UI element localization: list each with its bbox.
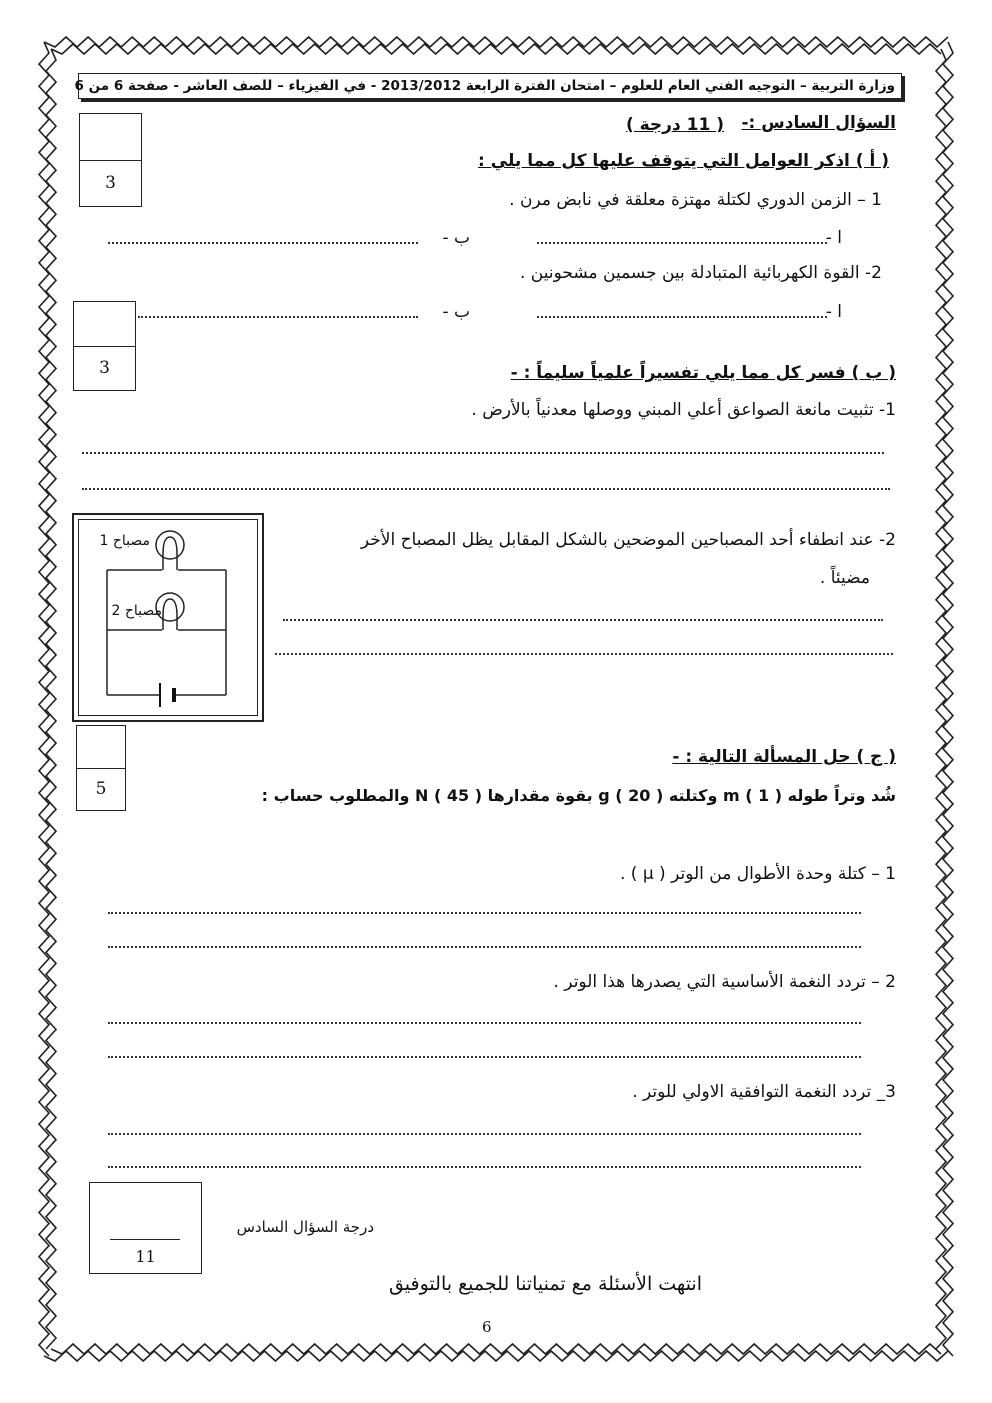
exam-header-text: وزارة التربية – التوجيه الفني العام للعلوم – امتحان الفترة الرابعة 2013/2012 - في الفيزياء – للصف العاشر - صفحة 6 من 6 [74,78,895,94]
answer-line [275,653,893,655]
part-b-item2-line1: 2- عند انطفاء أحد المصباحين الموضحين بالشكل المقابل يظل المصباح الأخر [360,530,896,550]
part-b-item2-line2: مضيئاً . [819,568,870,588]
part-c-problem: شُد وتراً طوله m ( 1 ) وكتلته g ( 20 ) بقوة مقدارها N ( 45 ) والمطلوب حساب : [261,786,896,805]
answer-line [108,242,418,244]
total-label: درجة السؤال السادس [236,1218,374,1236]
part-c-title: ( ج ) حل المسألة التالية : - [672,747,896,767]
part-c-item2: 2 – تردد النغمة الأساسية التي يصدرها هذا الوتر . [553,972,896,992]
part-c-item3: 3_ تردد النغمة التوافقية الاولي للوتر . [632,1082,896,1102]
score-a: 3 [105,173,116,193]
total-score-box [89,1182,202,1274]
part-a-item2: 2- القوة الكهربائية المتبادلة بين جسمين مشحونين . [519,263,882,283]
answer-line [108,1022,861,1024]
question-grade: ( 11 درجة ) [625,115,724,135]
closing-text: انتهت الأسئلة مع تمنياتنا للجميع بالتوفيق [388,1273,702,1295]
score-box-b [73,301,136,391]
lamp2-label: مصباح 2 [111,603,162,619]
lamp1-label: مصباح 1 [99,533,150,549]
circuit-figure [72,513,264,722]
part-a-item2-label-b: ب - [442,302,470,322]
answer-line [108,946,861,948]
score-box-c [76,725,126,811]
answer-line [537,316,827,318]
answer-line [108,912,861,914]
answer-line [82,452,884,454]
part-a-title: ( أ ) اذكر العوامل التي يتوقف عليها كل مما يلي : [478,151,889,171]
score-c: 5 [95,779,107,799]
exam-header [74,73,902,99]
part-a-item1-label-a: ا - [825,228,842,248]
answer-line [82,488,890,490]
score-b: 3 [99,358,110,378]
answer-line [283,619,883,621]
part-a-item2-label-a: ا - [825,302,842,322]
answer-line [108,1166,861,1168]
total-score: 11 [135,1247,156,1266]
answer-line [108,1056,861,1058]
question-title: السؤال السادس :- [741,113,896,133]
answer-line [537,242,827,244]
page-number: 6 [482,1318,492,1336]
part-c-item1: 1 – كتلة وحدة الأطوال من الوتر ( μ ) . [619,864,896,884]
part-b-title: ( ب ) فسر كل مما يلي تفسيراً علمياً سليماً : - [510,363,896,383]
part-a-item1-label-b: ب - [442,228,470,248]
part-b-item1: 1- تثبيت مانعة الصواعق أعلي المبني ووصلها معدنياً بالأرض . [471,400,896,420]
answer-line [108,1133,861,1135]
answer-line [138,316,418,318]
part-a-item1: 1 – الزمن الدوري لكتلة مهتزة معلقة في نابض مرن . [509,190,882,210]
score-box-a [79,113,142,207]
